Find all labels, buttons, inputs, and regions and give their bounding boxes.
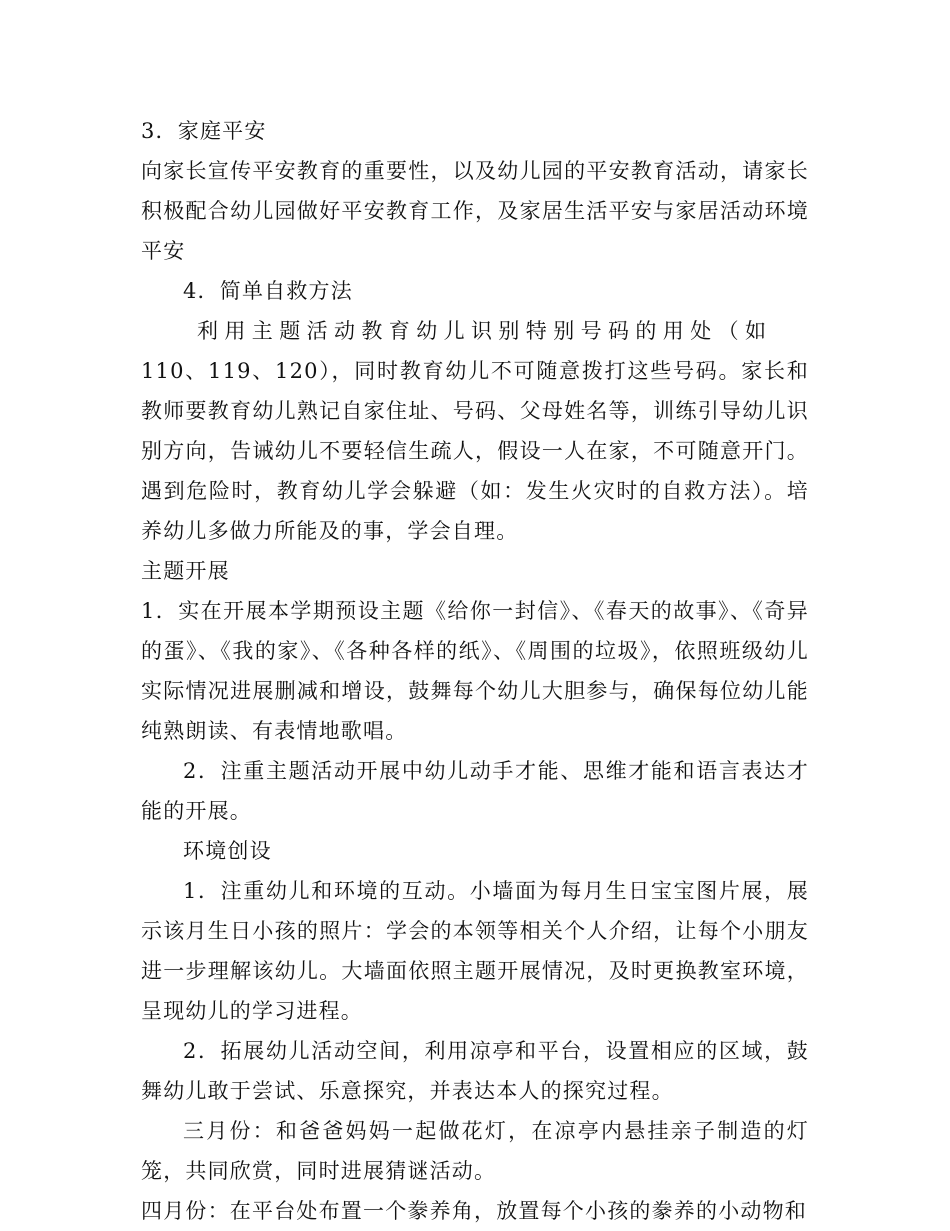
environment-item-2: 2．拓展幼儿活动空间，利用凉亭和平台，设置相应的区域，鼓舞幼儿敢于尝试、乐意探究，并表达本人的探究过程。	[141, 1039, 809, 1103]
theme-item-2: 2．注重主题活动开展中幼儿动手才能、思维才能和语言表达才能的开展。	[141, 759, 809, 823]
self-rescue-heading: 4．简单自救方法	[183, 279, 353, 303]
theme-heading: 主题开展	[141, 559, 230, 583]
environment-heading: 环境创设	[183, 839, 272, 863]
self-rescue-body-line: 利用主题活动教育幼儿识别特别号码的用处（如	[197, 319, 773, 343]
april-plan: 四月份：在平台处布置一个豢养角，放置每个小孩的豢养的小动物和	[141, 1199, 807, 1223]
home-safety-body: 向家长宣传平安教育的重要性，以及幼儿园的平安教育活动，请家长积极配合幼儿园做好平安教育工作，及家居生活平安与家居活动环境平安	[141, 159, 809, 263]
document-body	[141, 111, 809, 1231]
march-plan: 三月份：和爸爸妈妈一起做花灯，在凉亭内悬挂亲子制造的灯笼，共同欣赏，同时进展猜谜活动。	[141, 1119, 809, 1183]
environment-item-1: 1．注重幼儿和环境的互动。小墙面为每月生日宝宝图片展，展示该月生日小孩的照片：学会的本领等相关个人介绍，让每个小朋友进一步理解该幼儿。大墙面依照主题开展情况，及时更换教室环境，呈现幼儿的学习进程。	[141, 879, 809, 1023]
theme-item-1: 1．实在开展本学期预设主题《给你一封信》、《春天的故事》、《奇异的蛋》、《我的家》、《各种各样的纸》、《周围的垃圾》，依照班级幼儿实际情况进展删减和增设，鼓舞每个幼儿大胆参与，确保每位幼儿能纯熟朗读、有表情地歌唱。	[141, 599, 809, 743]
self-rescue-body: 110、119、120），同时教育幼儿不可随意拨打这些号码。家长和教师要教育幼儿熟记自家住址、号码、父母姓名等，训练引导幼儿识别方向，告诫幼儿不要轻信生疏人，假设一人在家，不可随意开门。遇到危险时，教育幼儿学会躲避（如：发生火灾时的自救方法）。培养幼儿多做力所能及的事，学会自理。	[141, 359, 809, 543]
home-safety-heading: 3．家庭平安	[141, 119, 267, 143]
